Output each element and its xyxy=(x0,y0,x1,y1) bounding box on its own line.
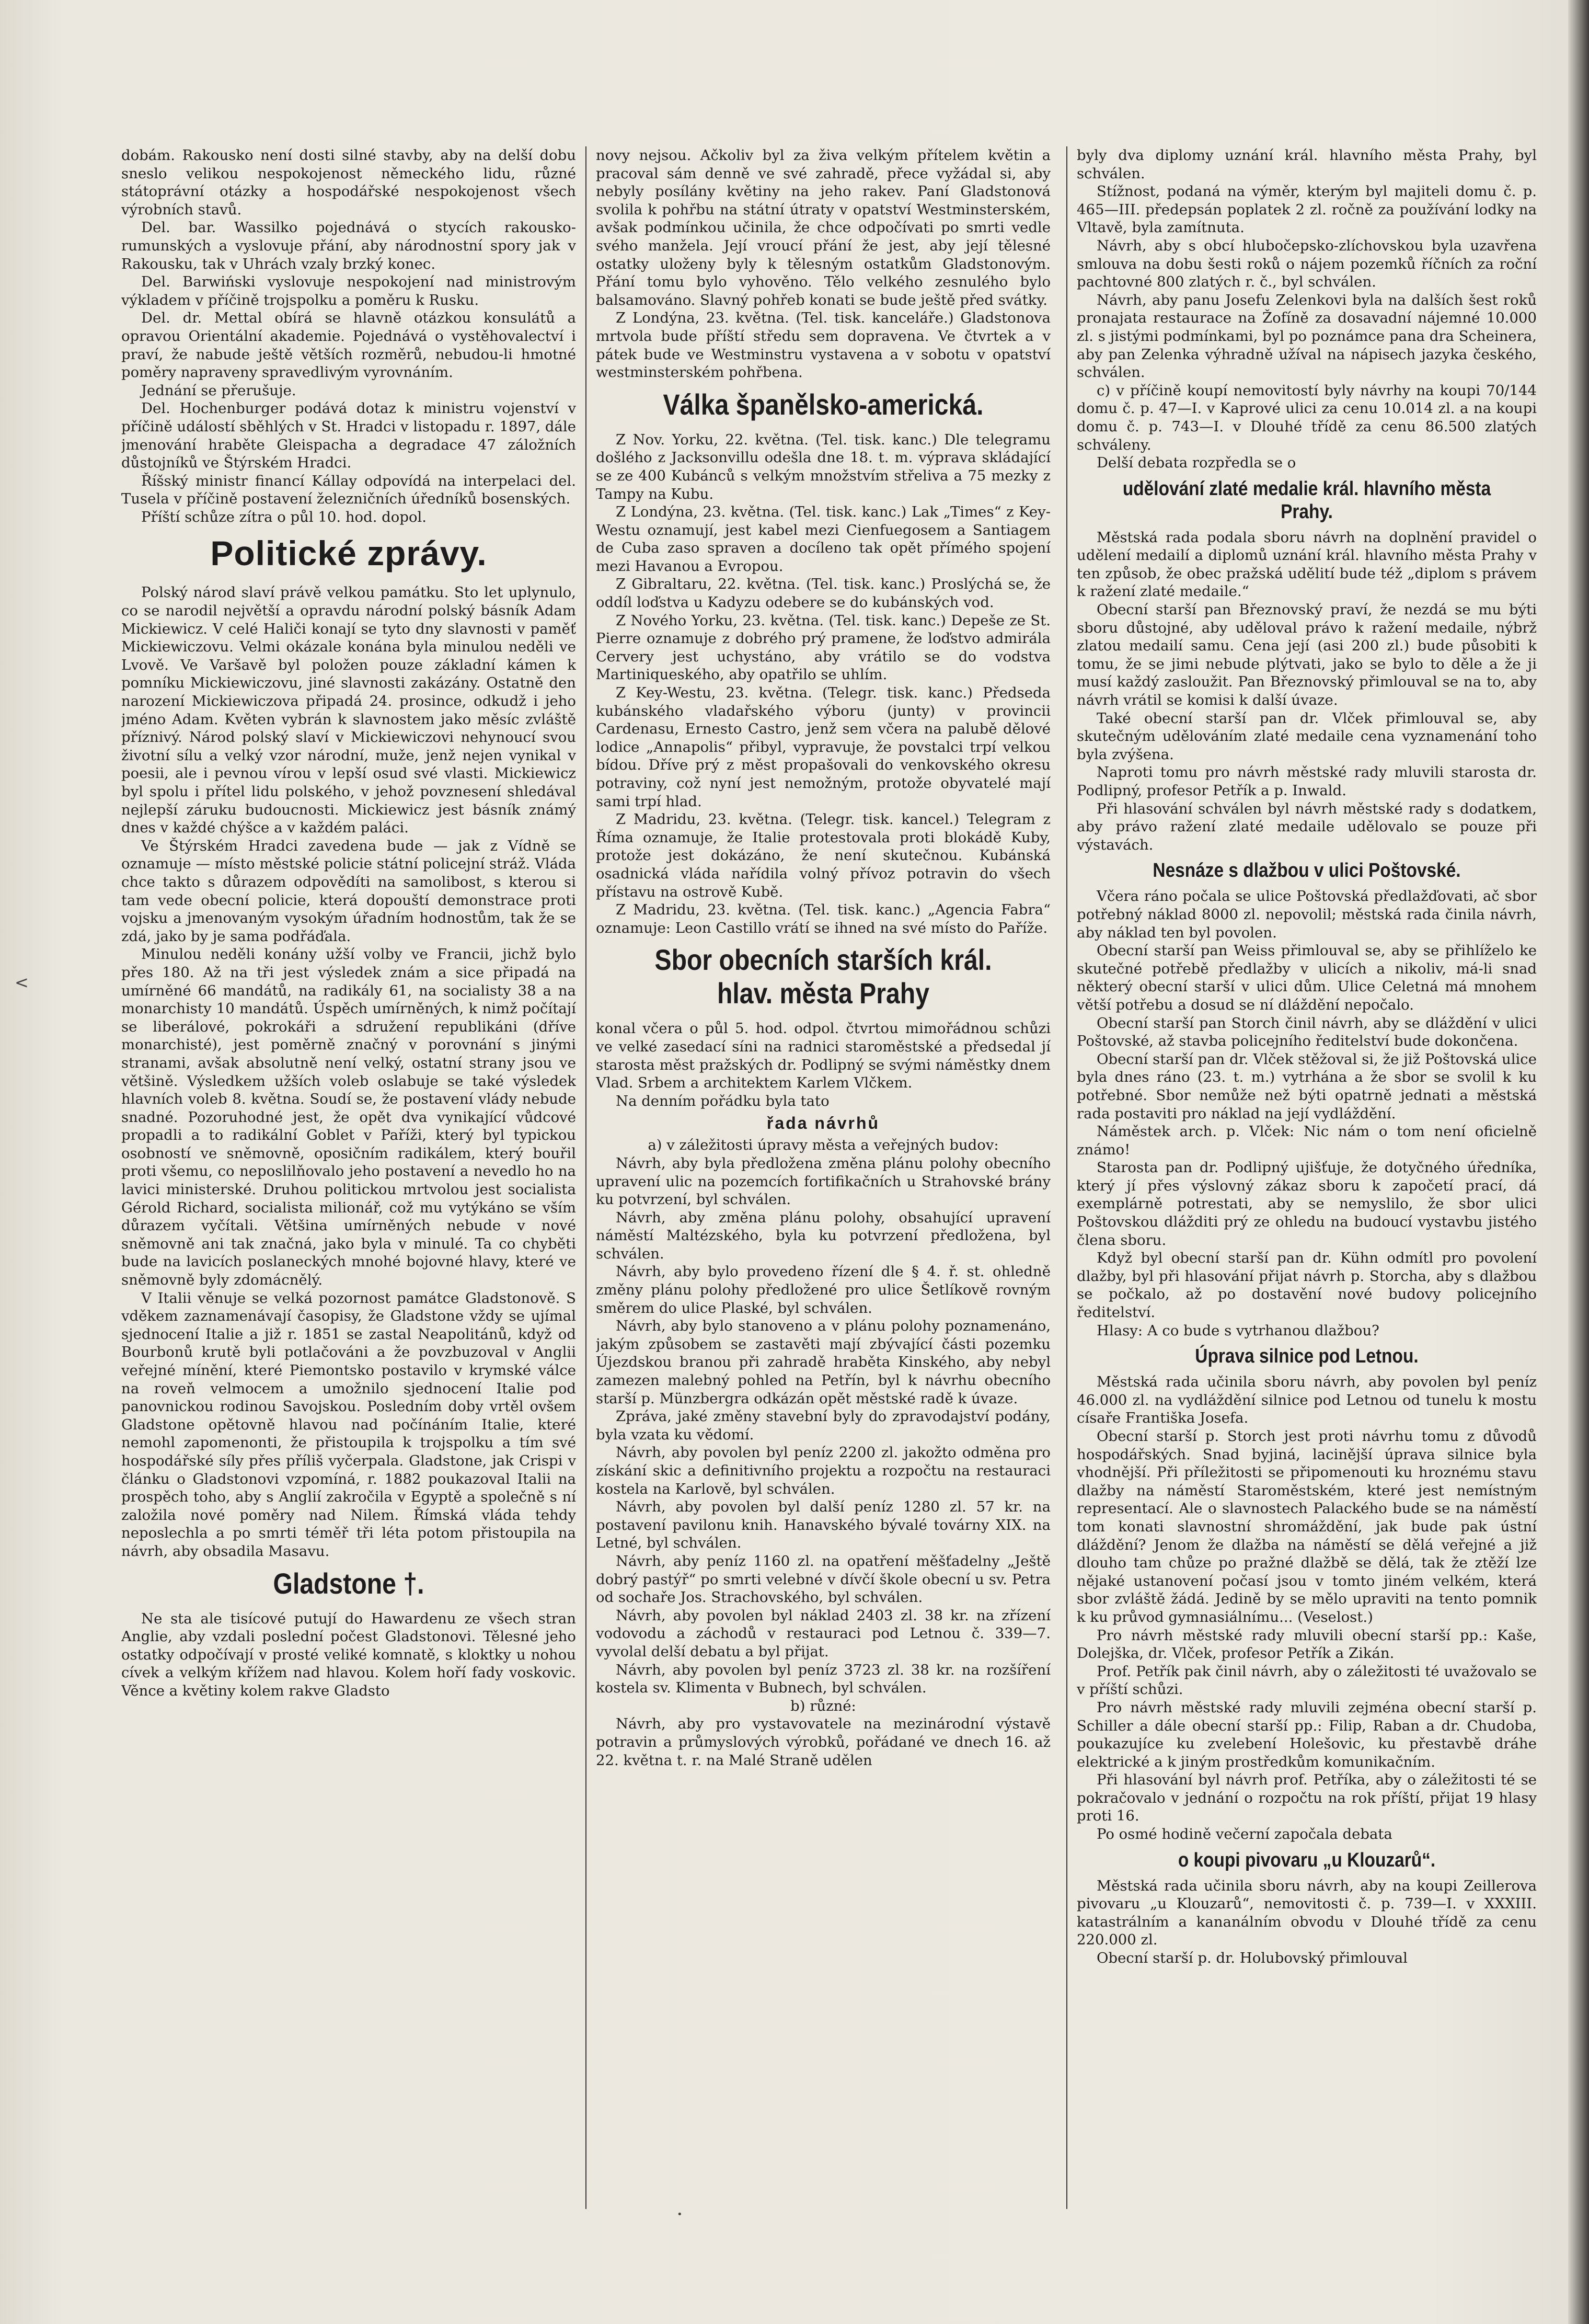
article-text: Městská rada podala sboru návrh na doplnění pravidel o udělení medailí a diplomů uznání král. hlavního města Prahy v ten způsob, že obec pražská udělití bude též „diplom s právem k ražení zlaté medaile.“ xyxy=(1077,529,1537,600)
article-text: Návrh, aby panu Josefu Zelenkovi byla na dalších šest roků pronajata restaurace na Žofíně za dosavadní nájemné 10.000 zl. s jistými podmínkami, byl po poznámce pana dra Scheinera, aby pan Zelenka výhradně užíval na nápisech jazyka českého, schválen. xyxy=(1077,291,1537,381)
section-heading-gladstone: Gladstone †. xyxy=(273,1566,424,1600)
column-divider-1 xyxy=(585,146,586,2209)
article-text: Náměstek arch. p. Vlček: Nic nám o tom není oficielně známo! xyxy=(1077,1123,1537,1158)
article-text: konal včera o půl 5. hod. odpol. čtvrtou mimořádnou schůzi ve velké zasedací síni na radnici staroměstské a předsedal jí starosta měst pražských dr. Podlipný se svými náměstky dnem Vlad. Srbem a architektem Karlem Vlčkem. xyxy=(596,1020,1051,1092)
article-text: Říšský ministr financí Kállay odpovídá na interpelaci del. Tusela v příčině postavení železničních úředníků bosenských. xyxy=(121,472,576,508)
article-text: Návrh, aby povolen byl peníz 2200 zl. jakožto odměna pro získání skic a definitivního projektu a rozpočtu na restauraci kostela na Karlově, byl schválen. xyxy=(596,1444,1051,1497)
article-text: Při hlasování schválen byl návrh městské rady s dodatkem, aby právo ražení zlaté medaile udělovalo se pouze při výstavách. xyxy=(1077,800,1537,853)
section-heading-pivovar: o koupi pivovaru „u Klouzarů“. xyxy=(1178,1849,1436,1871)
article-text: Návrh, aby pro vystavovatele na mezinárodní výstavě potravin a průmyslových výrobků, pořádané ve dnech 16. až 22. května t. r. na Malé Straně udělen xyxy=(596,1715,1051,1769)
article-text: Polský národ slaví právě velkou památku. Sto let uplynulo, co se narodil největší a opravdu národní polský básník Adam Mickiewicz. V celé Haliči konají se tyto dny slavnosti v paměť Mickiewiczovu. Velmi okázale konána byla minulou neděli ve Lvově. Ve Varšavě byl položen pouze základní kámen k pomníku Mickiewiczovu, jiné slavnosti zakázány. Ostatně den narození Mickiewiczova připadá 24. prosince, odkudž i jeho jméno Adam. Květen vybrán k slavnostem jako měsíc zvláště příznivý. Národ polský slaví v Mickiewiczovi nehynoucí svou životní sílu a velký vzor národní, muže, jenž nejen vynikal v poesii, ale i pevnou vírou v lepší osud své vlasti. Mickiewicz byl spolu i přítel lidu polského, v jehož povznesení shledával nejlepší záruku budoucnosti. Mickiewicz jest básník známý dnes v každé chýšce a v každém paláci. xyxy=(121,584,576,837)
section-heading-udelovani: udělování zlaté medalie král. hlavního města Prahy. xyxy=(1122,477,1491,523)
article-text: Delší debata rozpředla se o xyxy=(1097,454,1296,472)
subheading-rada-navrhu: řada návrhů xyxy=(766,1114,880,1133)
article-text: Z Madridu, 23. května. (Telegr. tisk. kancel.) Telegram z Říma oznamuje, že Italie protestovala proti blokádě Kuby, protože jest dokázáno, že není skutečnou. Kubánská osadnická vláda nařídila volný přívoz potravin do všech přístavu na ostrově Kubě. xyxy=(596,811,1051,900)
article-text: Z Londýna, 23. května. (Tel. tisk. kanceláře.) Gladstonova mrtvola bude příští středu sem dopravena. Ve čtvrtek a v pátek bude ve Westminstru vystavena a v sobotu v opatství westminsterském pohřbena. xyxy=(596,310,1051,381)
section-heading-valka: Válka španělsko-americká. xyxy=(663,387,984,421)
article-text: Ve Štýrském Hradci zavedena bude — jak z Vídně se oznamuje — místo městské policie státní policejní stráž. Vláda chce takto s důrazem odpovědíti na samolibost, s kterou si tam vede obecní policie, která dopouští demonstrace proti vojsku a jmenovaným vysokým úřadním hodnostům, tak že se zdá, jako by je sama podřáďala. xyxy=(121,837,576,945)
article-text: Návrh, aby povolen byl peníz 3723 zl. 38 kr. na rozšíření kostela sv. Klimenta v Bubnech, byl schválen. xyxy=(596,1661,1051,1697)
article-text: Obecní starší p. Storch jest proti návrhu tomu z důvodů hospodářských. Snad byjiná, lacinější úprava silnice byla vhodnější. Při příležitosti se připomenouti ku hroznému stavu dlažby na náměstí Staroměstském, které jest nemístným representací. Ale o slavnostech Palackého bude se na náměstí tom konati slavnostní shromáždění, jak bude pak ústní dláždění? Jenom že dlažba na náměstí se dělá veřejné a již dlouho tam chůze po pražné dlažbě se dělá, tak že ztěží lze nějaké ustanovení počasí jsou v tomto jiném velkém, která sbor zvláště žádá. Jedině by se mělo upraviti na tento pomnik k ku průvod gymnasiálnímu... (Veselost.) xyxy=(1077,1428,1537,1625)
article-text: Návrh, aby peníz 1160 zl. na opatření měšťadelny „Ještě dobrý pastýř“ po smrti velebné v dívčí škole obecní u sv. Petra od sochaře Jos. Strachovského, byl schválen. xyxy=(596,1552,1051,1606)
section-heading-politicke-zpravy: Politické zprávy. xyxy=(210,534,487,573)
article-text: Del. Hochenburger podává dotaz k ministru vojenství v příčině událostí sběhlých v St. Hradci v listopadu r. 1897, dále jmenování hraběte Gleispacha a degradace 47 záložních důstojníků ve Štýrském Hradci. xyxy=(121,400,576,472)
article-text: Z Nov. Yorku, 22. května. (Tel. tisk. kanc.) Dle telegramu došlého z Jacksonvillu odešla dne 18. t. m. výprava skládající se ze 400 Kubánců s velkým množstvím střeliva a 75 mezky z Tampy na Kubu. xyxy=(596,431,1051,502)
article-text: novy nejsou. Ačkoliv byl za živa velkým přítelem květin a pracoval sám denně ve své zahradě, přece vyžádal si, aby nebyly posílány květiny na jeho rakev. Paní Gladstonová svolila k pohřbu na státní útraty v opatství Westminsterském, avšak podmínkou učinila, že chce odpočívati po smrti vedle svého manžela. Její vroucí přání že jest, aby její tělesné ostatky uloženy byly k tělesným ostatkům Gladstonovým. Přání tomu bylo vyhověno. Tělo velkého zesnulého bylo balsamováno. Slavný pohřeb konati se bude ještě před svátky. xyxy=(596,147,1051,308)
article-text: Del. dr. Mettal obírá se hlavně otázkou konsulátů a opravou Orientální akademie. Pojednává o vystěhovalectví i praví, že nabude ještě větších rozměrů, nebudou-li hmotné poměry napraveny spravedlivým vyrovnáním. xyxy=(121,310,576,381)
article-text: dobám. Rakousko není dosti silné stavby, aby na delší dobu sneslo velikou nespokojenost německého lidu, různé státoprávní otázky a hospodářské nespokojenost všech výrobních stavů. xyxy=(121,147,576,218)
article-text: Obecní starší pan dr. Vlček stěžoval si, že již Poštovská ulice byla dnes ráno (23. t. m.) vytrhána a že sbor se svolil k ku potřebné. Sbor nemůže než býti opatrně jednati a městská rada postaviti pro náklad na její vydláždění. xyxy=(1077,1050,1537,1122)
article-text: Návrh, aby povolen byl náklad 2403 zl. 38 kr. na zřízení vodovodu a záchodů v restauraci pod Letnou č. 339—7. vyvolal delší debatu a byl přijat. xyxy=(596,1607,1051,1660)
article-text: Návrh, aby bylo provedeno řízení dle § 4. ř. st. ohledně změny plánu polohy předložené pro ulice Šetlíkově rovným směrem do ulice Plaské, byl schválen. xyxy=(596,1263,1051,1316)
article-text: Naproti tomu pro návrh městské rady mluvili starosta dr. Podlipný, profesor Petřík a p. Inwald. xyxy=(1077,764,1537,799)
section-heading-uprava: Úprava silnice pod Letnou. xyxy=(1195,1345,1419,1368)
column-divider-2 xyxy=(1066,146,1067,2209)
article-text: Stížnost, podaná na výměr, kterým byl majiteli domu č. p. 465—III. předepsán poplatek 2 zl. ročně za používání lodky na Vltavě, byla zamítnuta. xyxy=(1077,183,1537,236)
article-text: Pro návrh městské rady mluvili obecní starší pp.: Kaše, Dolejška, dr. Vlček, profesor Petřík a Zikán. xyxy=(1077,1627,1537,1662)
article-text: Když byl obecní starší pan dr. Kühn odmítl pro povolení dlažby, byl při hlasování přijat návrh p. Storcha, aby s dlažbou se počkalo, až po dostavění nové budovy policejního ředitelství. xyxy=(1077,1250,1537,1321)
article-text: Z Madridu, 23. května. (Tel. tisk. kanc.) „Agencia Fabra“ oznamuje: Leon Castillo vrátí se ihned na své místo do Paříže. xyxy=(596,901,1051,936)
article-text: Obecní starší p. dr. Holubovský přimlouval xyxy=(1097,1950,1408,1967)
article-text: Zpráva, jaké změny stavební byly do zpravodajství podány, byla vzata ku vědomí. xyxy=(596,1408,1051,1443)
article-text: Návrh, aby změna plánu polohy, obsahující upravení náměstí Maltézského, byla ku potvrzení předložena, byl schválen. xyxy=(596,1209,1051,1262)
section-heading-sbor: Sbor obecních starších král. hlav. města Prahy xyxy=(654,943,992,1010)
article-text: Jednání se přerušuje. xyxy=(141,382,296,399)
article-text: Prof. Petřík pak činil návrh, aby o záležitosti té uvažovalo se v příští schůzi. xyxy=(1077,1663,1537,1698)
article-text: Hlasy: A co bude s vytrhanou dlažbou? xyxy=(1097,1322,1379,1339)
page-edge-shadow xyxy=(1568,0,1589,2324)
article-text: a) v záležitosti úpravy města a veřejných budov: xyxy=(648,1137,999,1154)
column-middle xyxy=(596,146,1051,2287)
column-right xyxy=(1077,146,1537,2287)
article-text: Po osmé hodině večerní započala debata xyxy=(1097,1826,1392,1843)
article-text: Z Nového Yorku, 23. května. (Tel. tisk. kanc.) Depeše ze St. Pierre oznamuje z dobrého prý pramene, že loďstvo admirála Cervery jest uchystáno, aby vrátilo se do vodstva Martiniqueského, aby opatřilo se uhlím. xyxy=(596,612,1051,683)
article-text: Městská rada učinila sboru návrh, aby povolen byl peníz 46.000 zl. na vydláždění silnice pod Letnou od tunelu k mostu císaře Františka Josefa. xyxy=(1077,1373,1537,1427)
article-text: Z Gibraltaru, 22. května. (Tel. tisk. kanc.) Proslýchá se, že oddíl loďstva u Kadyzu odebere se do kubánských vod. xyxy=(596,576,1051,611)
margin-mark: < xyxy=(15,972,29,992)
article-text: Návrh, aby byla předložena změna plánu polohy obecního upravení ulic na pozemcích fortifikačních u Strahovské brány ku potvrzení, byl schválen. xyxy=(596,1154,1051,1208)
article-text: Starosta pan dr. Podlipný ujišťuje, že dotyčného úředníka, který jí přes výslovný zákaz sboru k započetí prací, dá exemplárně potrestati, aby se nemyslilo, že sbor ulici Poštovskou dlážditi prý ze ohledu na budoucí vystavbu jistého člena sboru. xyxy=(1077,1159,1537,1249)
article-text: Městská rada učinila sboru návrh, aby na koupi Zeillerova pivovaru „u Klouzarů“, nemovitosti č. p. 739—I. v XXXIII. katastrálním a kananálním obvodu v Dlouhé třídě za cenu 220.000 zl. xyxy=(1077,1877,1537,1949)
article-text: Ne sta ale tisícové putují do Hawardenu ze všech stran Anglie, aby vzdali poslední počest Gladstonovi. Tělesné jeho ostatky odpočívají v prosté veliké komnatě, s kloktky u nohou cívek a velkým křížem nad hlavou. Kolem hoří fady voskovic. Věnce a květiny kolem rakve Gladsto xyxy=(121,1610,576,1699)
article-text: V Italii věnuje se velká pozornost památce Gladstonově. S vděkem zaznamenávají časopisy, že Gladstone vždy se ujímal sjednocení Italie a již r. 1851 se zastal Neapolitánů, když od Bourbonů krutě byli potlačováni a že povzbuzoval v Anglii veřejné mínění, které Piemontsko postavilo v krymské válce na roveň velmocem a umožnilo sjednocení Italie pod panovnickou rodinou Savojskou. Posledním doby vrtěl ovšem Gladstone opětovně hlavou nad počínáním Italie, které nemohl zapomenonti, že přistoupila k trojspolku a tím své hospodářské síly přes příliš vyčerpala. Gladstone, jak Crispi v článku o Gladstonovi vzpomíná, r. 1882 poukazoval Italii na prospěch toho, aby s Anglií zakročila v Egyptě a společně s ní založila nové poměry nad Nilem. Římská vláda tehdy neposlechla a po smrti téměř tři léta potom přistoupila na návrh, aby obsadila Masavu. xyxy=(121,1289,576,1560)
section-heading-nesnaze: Nesnáze s dlažbou v ulici Poštovské. xyxy=(1153,860,1461,882)
article-text: byly dva diplomy uznání král. hlavního města Prahy, byl schválen. xyxy=(1077,147,1537,182)
article-text: Pro návrh městské rady mluvili zejména obecní starší p. Schiller a dále obecní starší pp.: Filip, Raban a dr. Chudoba, poukazujíce ku zvelebení Holešovic, ku přestavbě dráhe elektrické a k jiným prostředkům komunikačním. xyxy=(1077,1699,1537,1770)
article-text: Obecní starší pan Storch činil návrh, aby se dláždění v ulici Poštovské, až stavba policejního ředitelství bude dokončena. xyxy=(1077,1014,1537,1050)
column-left xyxy=(121,146,576,2287)
article-text: Obecní starší pan Weiss přimlouval se, aby se přihlíželo ke skutečné potřebě předlažby v ulicích a nikoliv, má-li snad některý obecní starší v ulici dům. Ulice Celetná má mnohem větší potřebu a dosud se ní dláždění nepočalo. xyxy=(1077,942,1537,1013)
article-text: Včera ráno počala se ulice Poštovská předlažďovati, ač sbor potřebný náklad 8000 zl. nepovolil; městská rada činila návrh, aby náklad ten byl povolen. xyxy=(1077,888,1537,941)
article-text: Návrh, aby povolen byl další peníz 1280 zl. 57 kr. na postavení pavilonu knih. Hanavského bývalé továrny XIX. na Letné, byl schválen. xyxy=(596,1498,1051,1552)
article-text: Obecní starší pan Březnovský praví, že nezdá se mu býti sboru důstojné, aby uděloval právo k ražení medaile, nýbrž zlatou medailí samu. Cena její (asi 200 zl.) bude působiti k tomu, že se jimi nebude plýtvati, jako se bylo to děle a že ji musí každý zasloužit. Pan Březnovský přimlouval se na to, aby návrh vrátil se komisi k další úvaze. xyxy=(1077,601,1537,709)
subheading-ruzne: b) různé: xyxy=(790,1697,856,1714)
article-text: Minulou neděli konány užší volby ve Francii, jichž bylo přes 180. Až na tři jest výsledek znám a sice připadá na umírněné 66 mandátů, na radikály 61, na socialisty 38 a na monarchisty 10 mandátů. Úspěch umírněných, k nimž počítají se liberálové, pokrokáři a sdružení republikáni (dříve monarchisté), jest poměrně značný v porovnání s jinými stranami, avšak absolutně není velký, ostatní strany jsou ve většině. Výsledkem užších voleb oslabuje se také výsledek hlavních voleb 8. května. Soudí se, že postavení vlády nebude snadné. Pozoruhodné jest, že opět dva vynikající vůdcové propadli a to radikální Goblet v Paříži, který byl typickou osobností ve sněmovně, oposičním radikálem, který bouřil proti všemu, co neposlilňovalo jeho postavení a nevedlo ho na lavici ministerské. Druhou politickou mrtvolou jest socialista Gérold Richard, socialista milionář, což mu vytýkáno se vším důrazem vyčítali. Většina umírněných nebude v nové sněmovně ani tak značná, jako byla v minulé. Ta co chyběti bude na lavicích poslaneckých mnohé bojovné hlavy, které ve sněmovně byly zdomácnělý. xyxy=(121,946,576,1289)
article-text: c) v příčině koupí nemovitostí byly návrhy na koupi 70/144 domu č. p. 47—I. v Kaprové ulici za cenu 10.014 zl. a na koupi domu č. p. 743—I. v Dlouhé třídě za cenu 86.500 zlatých schváleny. xyxy=(1077,382,1537,453)
article-text: Návrh, aby bylo stanoveno a v plánu polohy poznamenáno, jakým způsobem se zastavěti mají zbývající části pozemku Újezdskou branou při zahradě hraběta Kinského, aby nebyl zamezen malebný pohled na Petřín, byl k návrhu obecního starší p. Münzbergra odkázán opět městské radě k úvaze. xyxy=(596,1318,1051,1407)
bottom-dot: • xyxy=(677,2209,683,2220)
article-text: Del. Barwiński vyslovuje nespokojení nad ministrovým výkladem v příčině trojspolku a poměru k Rusku. xyxy=(121,273,576,308)
article-text: Del. bar. Wassilko pojednává o stycích rakousko-rumunských a vyslovuje přání, aby národnostní spory jak v Rakousku, tak v Uhrách vzaly brzký konec. xyxy=(121,219,576,272)
article-text: Z Key-Westu, 23. května. (Telegr. tisk. kanc.) Předseda kubánského vladařského výboru (junty) v provincii Cardenasu, Ernesto Castro, jenž sem včera na palubě dělové lodice „Annapolis“ přibyl, vypravuje, že povstalci trpí velkou bídou. Dříve prý z měst propašovali do venkovského okresu potraviny, což nyní jest nemožným, protože obyvatelé mají sami trpí hlad. xyxy=(596,684,1051,810)
article-text: Příští schůze zítra o půl 10. hod. dopol. xyxy=(141,508,427,525)
article-text: Na denním pořádku byla tato xyxy=(616,1092,830,1109)
article-text: Při hlasování byl návrh prof. Petříka, aby o záležitosti té se pokračovalo v jednání o rozpočtu na rok příští, přijat 19 hlasy proti 16. xyxy=(1077,1771,1537,1825)
article-text: Také obecní starší pan dr. Vlček přimlouval se, aby skutečným udělováním zlaté medaile cena vyznamenání toho byla zvýšena. xyxy=(1077,709,1537,763)
article-text: Z Londýna, 23. května. (Tel. tisk. kanc.) Lak „Times“ z Key-Westu oznamují, jest kabel mezi Cienfuegosem a Santiagem de Cuba zaso spraven a docíleno tak opět přímého spojení mezi Havanou a Evropou. xyxy=(596,503,1051,575)
article-text: Návrh, aby s obcí hlubočepsko-zlíchovskou byla uzavřena smlouva na dobu šesti roků o nájem pozemků říčních za roční pachtovné 800 zlatých r. č., byl schválen. xyxy=(1077,237,1537,291)
